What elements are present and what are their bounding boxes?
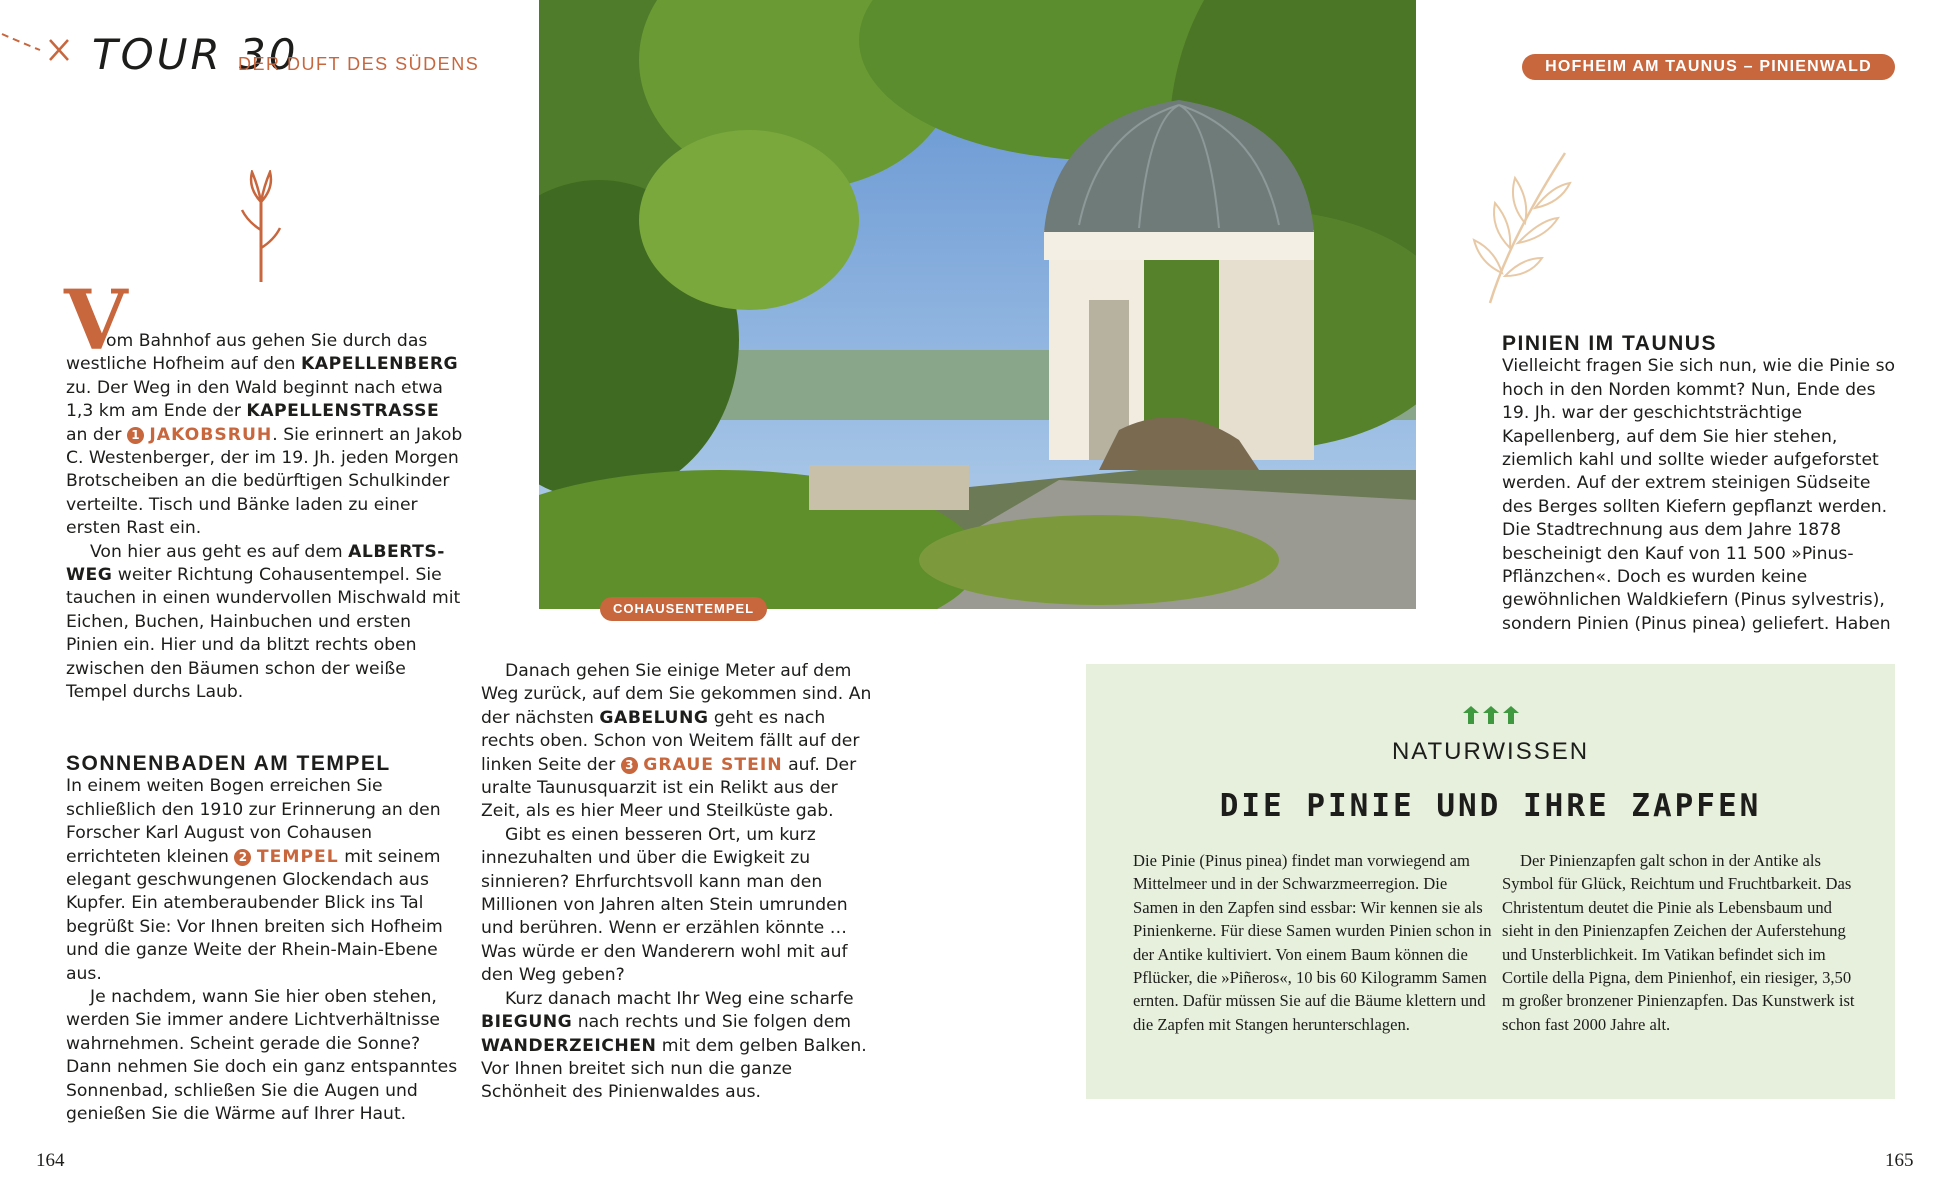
waypoint-graue-stein: GRAUE STEIN bbox=[643, 754, 783, 775]
location-badge: HOFHEIM AM TAUNUS – PINIENWALD bbox=[1522, 54, 1895, 80]
info-label: NATURWISSEN bbox=[1391, 738, 1590, 765]
sonnen-paragraph-1 bbox=[66, 775, 466, 986]
text: an der bbox=[66, 424, 127, 445]
term-gabelung: GABELUNG bbox=[599, 707, 709, 728]
text: Von hier aus geht es auf dem bbox=[90, 541, 349, 562]
text: In einem weiten Bogen erreichen Sie schließlich den 1910 zur Erinnerung an den Forscher Karl August von Cohausen errichteten kleinen bbox=[66, 776, 441, 867]
waypoint-number-3: 3 bbox=[621, 757, 638, 774]
pine-tree-icon bbox=[1461, 704, 1521, 726]
middle-paragraph-3 bbox=[481, 988, 881, 1105]
middle-paragraph-2: Gibt es einen besseren Ort, um kurz innezuhalten und über die Ewigkeit zu sinnieren? Ehrfurchtsvoll kann man den Millionen von Jahren alten Stein umrunden und berühren. Wenn er erzählen könnte … Was würde er den Wanderern wohl mit auf den Weg geben? bbox=[481, 824, 848, 986]
pinien-section bbox=[1502, 332, 1902, 636]
term-albertsweg: ALBERTSWEG bbox=[66, 541, 445, 586]
waypoint-jakobsruh: JAKOBSRUH bbox=[149, 424, 273, 445]
drop-cap: V bbox=[64, 273, 128, 369]
term-wanderzeichen: WANDERZEICHEN bbox=[481, 1035, 657, 1056]
photo-caption: COHAUSENTEMPEL bbox=[600, 597, 767, 621]
page-number-right: 165 bbox=[1885, 1150, 1914, 1171]
text: auf. Der uralte Taunusquarzit ist ein Relikt aus der Zeit, als es hier Meer und Steilküste gab. bbox=[481, 754, 857, 822]
temple-illustration bbox=[539, 0, 1416, 609]
waypoint-tempel: TEMPEL bbox=[256, 846, 339, 867]
sonnen-paragraph-2: Je nachdem, wann Sie hier oben stehen, werden Sie immer andere Lichtverhältnisse wahrnehmen. Scheint gerade die Sonne? Dann nehmen Sie doch ein ganz entspanntes Sonnenbad, schließen Sie die Augen und genießen Sie die Wärme auf Ihrer Haut. bbox=[66, 987, 458, 1125]
text: Danach gehen Sie einige Meter auf dem Weg zurück, auf dem Sie gekommen sind. An der nächsten bbox=[481, 661, 872, 728]
waypoint-number-1: 1 bbox=[127, 427, 144, 444]
info-text-2: Der Pinienzapfen galt schon in der Antike als Symbol für Glück, Reichtum und Fruchtbarkeit. Das Christentum deutet die Pinie als Lebensbaum und sieht in den Pinienzapfen Zeichen der Auferstehung und Unsterblichkeit. Im Vatikan befindet sich im Cortile della Pigna, dem Pinienhof, ein riesiger, 3,50 m großer bronzener Pinienzapfen. Das Kunstwerk ist schon fast 2000 Jahre alt. bbox=[1502, 851, 1855, 1034]
sonnenbaden-section bbox=[66, 752, 466, 1127]
text: weiter Richtung Cohausentempel. Sie tauchen in einen wundervollen Mischwald mit Eichen, Buchen, Hainbuchen und ersten Pinien ein. Hier und da blitzt rechts oben zwischen den Bäumen schon der weiße Tempel durchs Laub. bbox=[66, 565, 461, 703]
pinien-paragraph: Vielleicht fragen Sie sich nun, wie die Pinie so hoch in den Norden kommt? Nun, Ende des 19. Jh. war der geschichtsträchtige Kapellenberg, auf dem Sie hier stehen, ziemlich kahl und sollte wieder aufgeforstet werden. Auf der extrem steinigen Südseite des Berges sollten Kiefern gepflanzt werden. Die Stadtrechnung aus dem Jahre 1878 bescheinigt den Kauf von 11 500 »Pinus-Pflänzchen«. Doch es wurden keine gewöhnlichen Waldkiefern (Pinus sylvestris), sondern Pinien (Pinus pinea) geliefert. Haben bbox=[1502, 356, 1896, 634]
text: om Bahnhof aus gehen Sie durch das westliche Hofheim auf den bbox=[66, 331, 428, 375]
intro-paragraph-2 bbox=[66, 541, 466, 705]
middle-column bbox=[481, 660, 881, 1105]
info-title: DIE PINIE UND IHRE ZAPFEN bbox=[1219, 788, 1762, 824]
sprig-icon bbox=[236, 170, 286, 285]
olive-branch-icon bbox=[1470, 148, 1580, 308]
intro-paragraph-1 bbox=[66, 330, 466, 541]
page-number-left: 164 bbox=[36, 1150, 65, 1171]
section-heading: SONNENBADEN AM TEMPEL bbox=[66, 752, 391, 775]
term-kapellenstrasse: KAPELLENSTRASSE bbox=[246, 401, 440, 422]
text: Kurz danach macht Ihr Weg eine scharfe bbox=[505, 988, 854, 1009]
route-x-icon bbox=[0, 28, 80, 68]
tour-subtitle: DER DUFT DES SÜDENS bbox=[238, 54, 480, 74]
info-column-2 bbox=[1502, 849, 1862, 1036]
tree-icons bbox=[1086, 704, 1895, 730]
waypoint-number-2: 2 bbox=[234, 849, 251, 866]
text: zu. Der Weg in den Wald beginnt nach etwa 1,3 km am Ende der bbox=[66, 377, 443, 422]
section-heading: PINIEN IM TAUNUS bbox=[1502, 332, 1717, 355]
term-kapellenberg: KAPELLENBERG bbox=[300, 354, 459, 375]
intro-column bbox=[66, 330, 466, 705]
info-text-1: Die Pinie (Pinus pinea) findet man vorwiegend am Mittelmeer und in der Schwarzmeerregion. Die Samen in den Zapfen sind essbar: Wir kennen sie als Pinienkerne. Für diese Samen wurden Pinien schon in der Antike kultiviert. Von einem Baum können die Pflücker, die »Piñeros«, 10 bis 60 Kilogramm Samen ernten. Dafür müssen Sie auf die Bäume klettern und die Zapfen mit Stangen herunterschlagen. bbox=[1133, 851, 1492, 1034]
middle-paragraph-1 bbox=[481, 660, 881, 824]
naturwissen-box bbox=[1086, 664, 1895, 1099]
tour-title: TOUR 30 bbox=[92, 30, 299, 79]
info-column-1 bbox=[1133, 849, 1493, 1036]
text: mit seinem elegant geschwungenen Glockendach aus Kupfer. Ein atemberaubender Blick ins Tal begrüßt Sie: Vor Ihnen breiten sich Hofheim und die ganze Weite der Rhein-Main-Ebene aus. bbox=[66, 846, 443, 984]
text: . Sie erinnert an Jakob C. Westenberger, der im 19. Jh. jeden Morgen Brotscheiben an die bedürftigen Schulkinder verteilte. Tisch und Bänke laden zu einer ersten Rast ein. bbox=[66, 424, 463, 539]
text: geht es nach rechts oben. Schon von Weitem fällt auf der linken Seite der bbox=[481, 707, 860, 775]
text: mit dem gelben Balken. Vor Ihnen breitet sich nun die ganze Schönheit des Pinienwaldes aus. bbox=[481, 1035, 867, 1103]
term-biegung: BIEGUNG bbox=[481, 1012, 573, 1033]
cohausentempel-photo bbox=[539, 0, 1416, 609]
text: nach rechts und Sie folgen dem bbox=[572, 1012, 852, 1033]
